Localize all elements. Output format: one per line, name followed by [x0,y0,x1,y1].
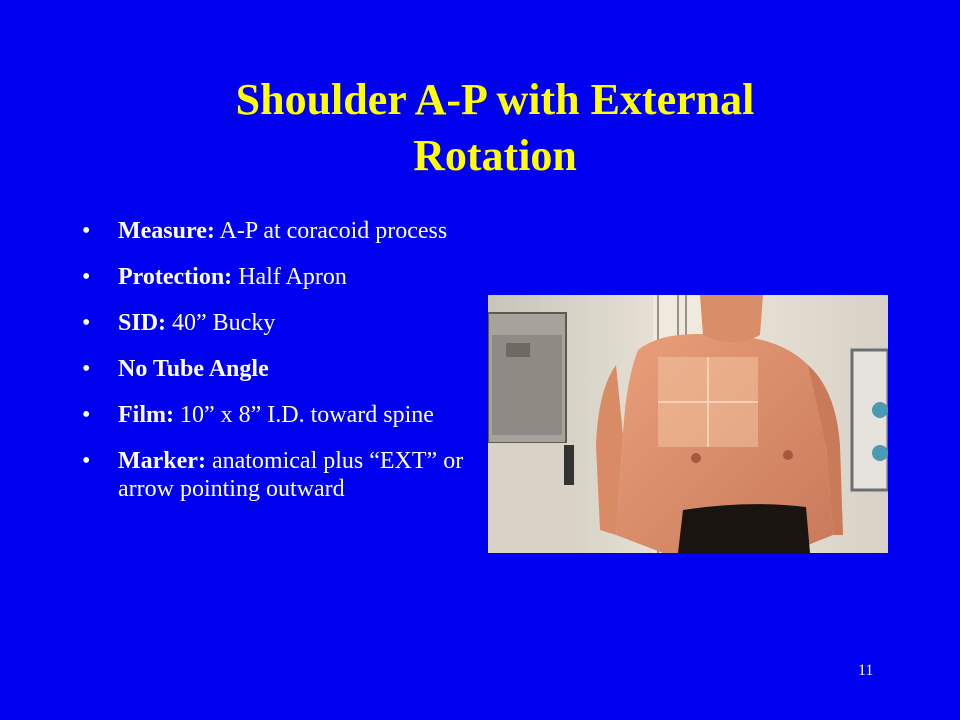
patient-photo-illustration [488,295,888,553]
bullet-text: Half Apron [232,264,347,290]
bullet-item-protection [82,263,472,291]
slide-title-line1: Shoulder A-P with External [235,75,755,124]
bullet-item-tube-angle [82,355,472,383]
bullet-label: Marker: [118,448,206,474]
bullet-text: A-P at coracoid process [214,218,448,244]
bullet-label: No Tube Angle [118,356,269,382]
bullet-list [82,217,472,521]
bullet-label: Film: [118,402,174,428]
bullet-text: anatomical plus “EXT” or arrow pointing outward [118,448,464,502]
bullet-icon: • [82,448,91,474]
bullet-icon: • [82,310,91,336]
bullet-label: Measure: [118,218,215,244]
bullet-icon: • [82,218,91,244]
bullet-text: 40” Bucky [166,310,276,336]
bullet-icon: • [82,264,91,290]
bullet-item-measure [82,217,472,245]
slide-title-line2: Rotation [413,131,577,180]
patient-photo [488,295,888,553]
bullet-label: SID: [118,310,167,336]
slide-title [110,72,880,184]
bullet-item-marker [82,447,472,503]
bullet-icon: • [82,356,91,382]
bullet-item-film [82,401,472,429]
bullet-icon: • [82,402,91,428]
bullet-text: 10” x 8” I.D. toward spine [173,402,434,428]
bullet-label: Protection: [118,264,233,290]
page-number: 11 [858,662,874,679]
bullet-item-sid [82,309,472,337]
